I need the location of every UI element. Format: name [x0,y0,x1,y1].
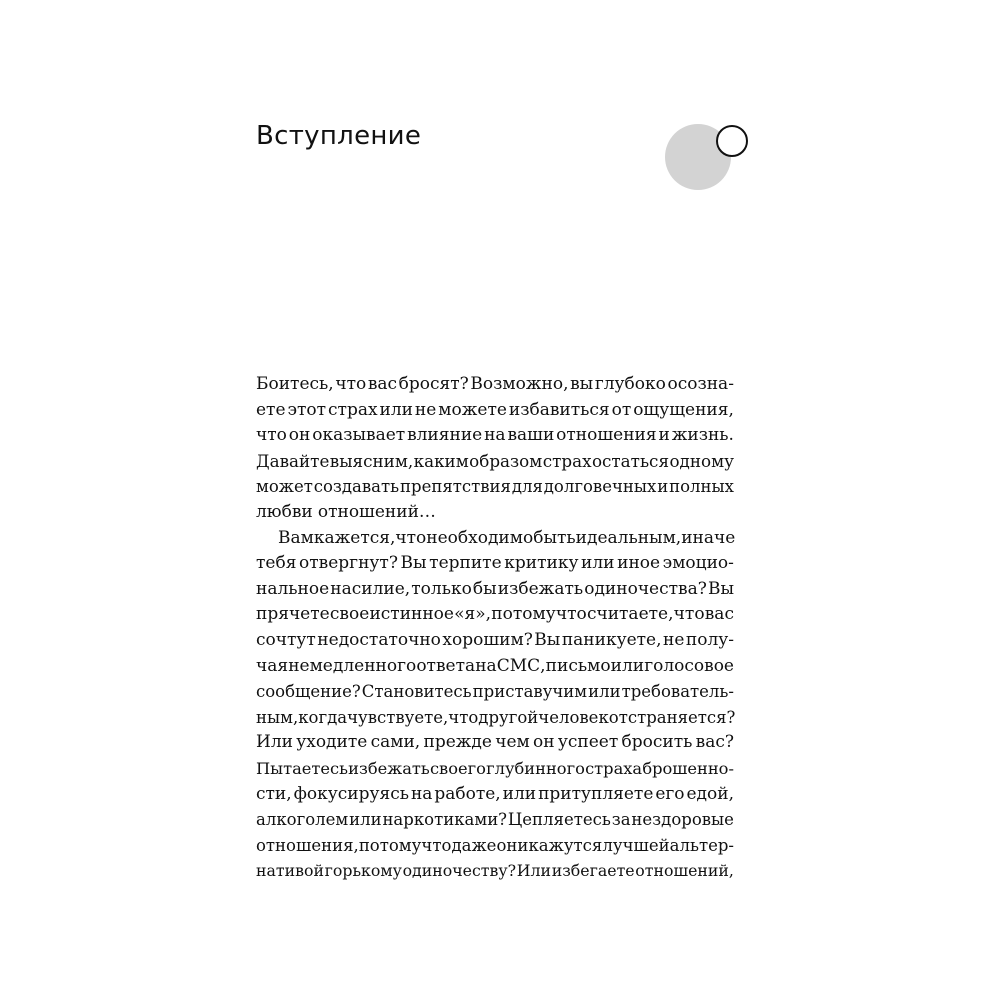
text-line: прячете свое истинное «я», потому что считаете, что вас [256,604,734,625]
text-line: Вам кажется, что необходимо быть идеальным, иначе [278,527,736,548]
text-line: Давайте выясним, каким образом страх остаться одному [256,450,734,471]
outline-circle [717,126,747,156]
overlapping-circles-icon [664,122,754,192]
text-line: Боитесь, что вас бросят? Возможно, вы глубоко осозна- [256,374,734,394]
text-line: ете этот страх или не можете избавиться от ощущения, [256,399,734,420]
text-line: что он оказывает влияние на ваши отношения и жизнь. [256,425,734,446]
text-line: нативой горькому одиночеству? Или избегаете отношений, [256,861,734,881]
text-line: может создавать препятствия для долговечных и полных [256,477,734,497]
text-line: сти, фокусируясь на работе, или притупляете его едой, [256,783,734,804]
body-text [256,372,734,884]
text-line: нальное насилие, только бы избежать одиночества? Вы [256,578,734,599]
text-line: отношения, потому что даже они кажутся лучшей альтер- [256,835,734,855]
text-line: Пытаетесь избежать своего глубинного страха брошенно- [256,758,734,778]
text-line: тебя отвергнут? Вы терпите критику или иное эмоцио- [256,553,734,574]
text-line: алкоголем или наркотиками? Цепляетесь за нездоровые [256,810,734,830]
text-line: сочтут недостаточно хорошим? Вы паникуете, не полу- [256,629,734,650]
text-line: Или уходите сами, прежде чем он успеет бросить вас? [256,732,734,753]
chapter-title: Вступление [256,121,422,151]
text-line: сообщение? Становитесь приставучим или требователь- [256,682,734,702]
text-line: чая немедленного ответа на СМС, письмо или голосовое [256,655,734,676]
text-line: любви отношений… [256,501,436,522]
text-line: ным, когда чувствуете, что другой человек отстраняется? [256,707,736,727]
